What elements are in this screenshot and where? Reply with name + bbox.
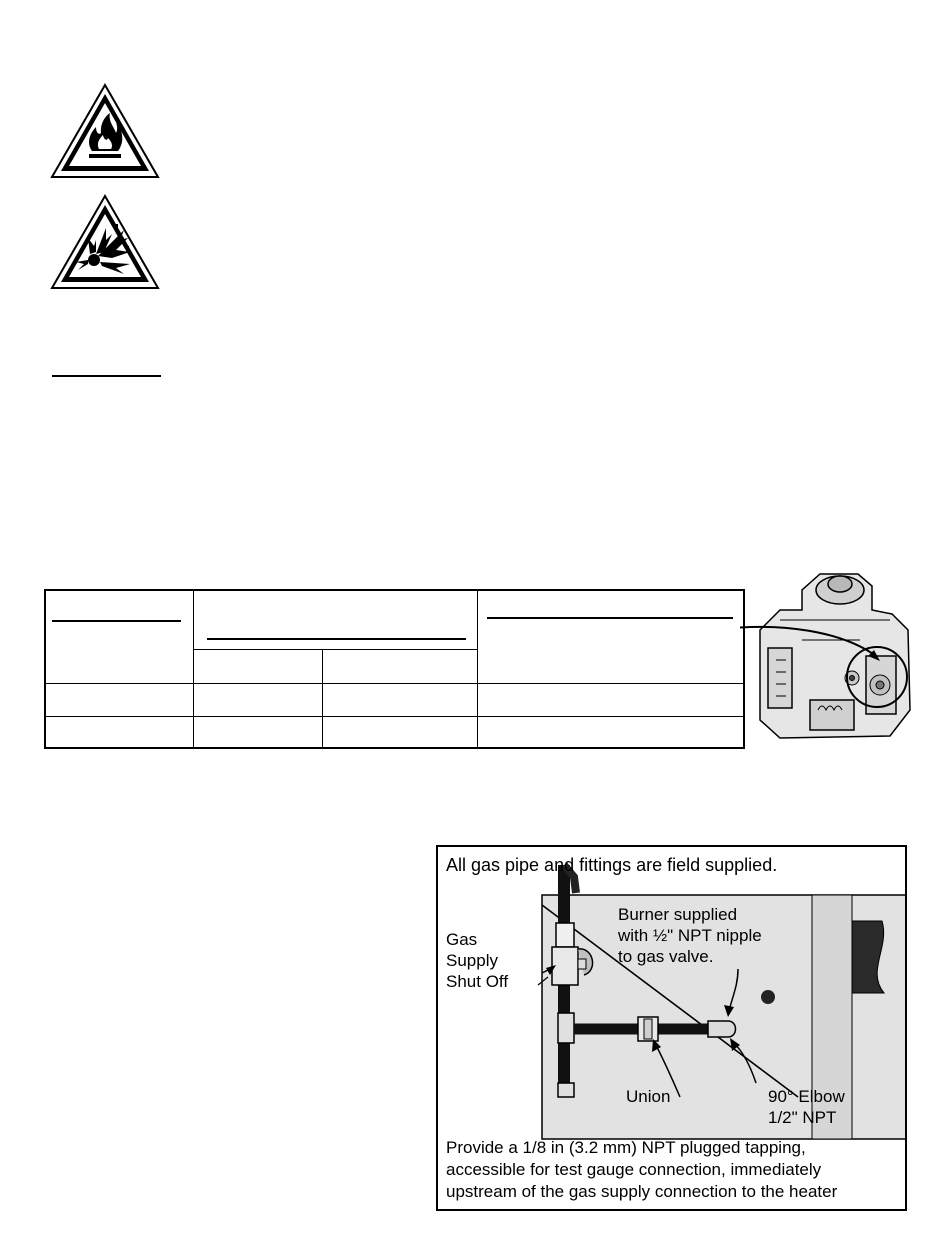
explosive-warning-icon bbox=[50, 194, 160, 290]
gas-supply-label-line3: Shut Off bbox=[446, 972, 509, 991]
flammable-warning-icon bbox=[50, 83, 160, 179]
diagram-header: All gas pipe and fittings are field supplied. bbox=[446, 855, 778, 875]
pressure-table bbox=[44, 589, 745, 749]
gas-piping-diagram bbox=[436, 845, 907, 1211]
diagram-footer-line3: upstream of the gas supply connection to the heater bbox=[446, 1182, 838, 1201]
gas-supply-label-line2: Supply bbox=[446, 951, 498, 970]
diagram-footer-line2: accessible for test gauge connection, immediately bbox=[446, 1160, 822, 1179]
burner-label-line3: to gas valve. bbox=[618, 947, 714, 966]
burner-label-line1: Burner supplied bbox=[618, 905, 738, 924]
diagram-footer-line1: Provide a 1/8 in (3.2 mm) NPT plugged tapping, bbox=[446, 1138, 806, 1157]
gas-valve-illustration bbox=[740, 560, 920, 750]
union-label: Union bbox=[626, 1087, 671, 1106]
burner-label-line2: with ½" NPT nipple bbox=[618, 926, 762, 945]
gas-supply-label-line1: Gas bbox=[446, 930, 478, 949]
section-heading-underline bbox=[52, 375, 161, 377]
elbow-label-line2: 1/2" NPT bbox=[768, 1108, 837, 1127]
elbow-label-line1: 90° Elbow bbox=[768, 1087, 845, 1106]
